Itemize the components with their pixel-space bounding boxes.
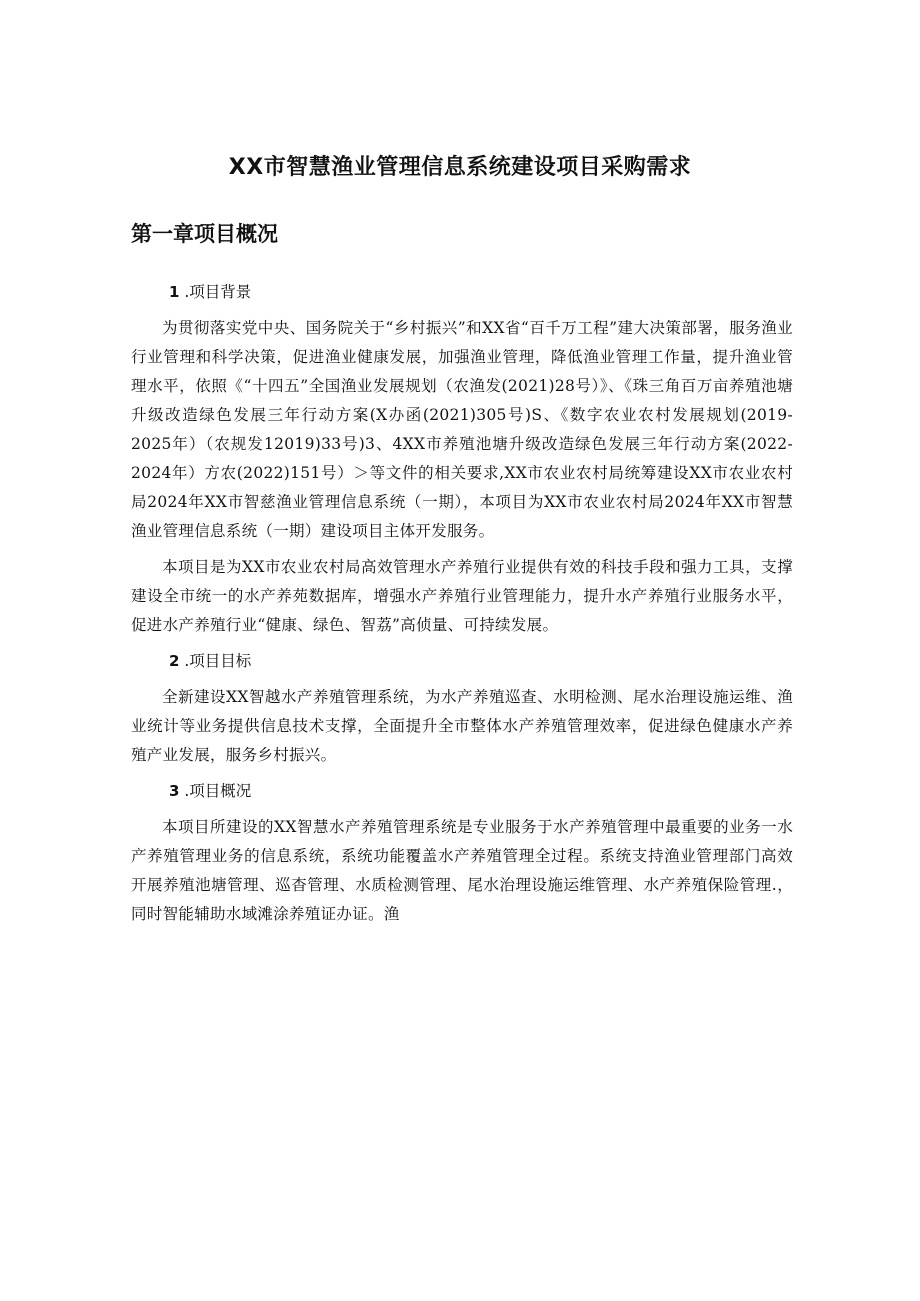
- document-body: [131, 278, 793, 936]
- section-heading-text: .项目目标: [184, 652, 252, 670]
- section-goals: [131, 647, 793, 770]
- section-number: 2: [169, 652, 180, 670]
- section-background: [131, 278, 793, 640]
- paragraph: 为贯彻落实党中央、国务院关于“乡村振兴”和XX省“百千万工程”建大决策部署，服务渔业行业管理和科学决策，促进渔业健康发展，加强渔业管理，降低渔业管理工作量，提升渔业管理水平，依照《“十四五”全国渔业发展规划（农渔发(2021)28号）》、《珠三角百万亩养殖池塘升级改造绿色发展三年行动方案(X办函(2021)305号)S、《数字农业农村发展规划(2019-2025年）（农规发12019)33号)3、4XX市养殖池塘升级改造绿色发展三年行动方案(2022-2024年）方农(2022)151号）＞等文件的相关要求,XX市农业农村局统筹建设XX市农业农村局2024年XX市智慈渔业管理信息系统（一期），本项目为XX市农业农村局2024年XX市智慧渔业管理信息系统（一期）建设项目主体开发服务。: [131, 319, 793, 540]
- section-number: 1: [169, 283, 180, 301]
- section-heading: [131, 777, 793, 813]
- section-heading: [131, 278, 793, 314]
- chapter-title: 第一章项目概况: [131, 222, 278, 246]
- paragraph: 本项目所建设的XX智慧水产养殖管理系统是专业服务于水产养殖管理中最重要的业务一水产养殖管理业务的信息系统，系统功能覆盖水产养殖管理全过程。系统支持渔业管理部门高效开展养殖池塘管理、巡杳管理、水质检测管理、尾水治理设施运维管理、水产养殖保险管理.，同时智能辅助水域滩涂养殖证办证。渔: [131, 818, 793, 923]
- paragraph: 全新建设XX智越水产养殖管理系统，为水产养殖巡查、水明检测、尾水治理设施运维、渔业统计等业务提供信息技术支撑，全面提升全市整体水产养殖管理效率，促进绿色健康水产养殖产业发展，服务乡村振兴。: [131, 688, 793, 764]
- paragraph: 本项目是为XX市农业农村局高效管理水产养殖行业提供有效的科技手段和强力工具，支撑建设全市统一的水产养苑数据库，增强水产养殖行业管理能力，提升水产养殖行业服务水平，促进水产养殖行业“健康、绿色、智荔”高侦量、可持续发展。: [131, 558, 793, 634]
- document-title: XX市智慧渔业管理信息系统建设项目采购需求: [228, 155, 692, 180]
- section-heading-text: .项目概况: [184, 782, 252, 800]
- section-overview: [131, 777, 793, 929]
- section-number: 3: [169, 782, 180, 800]
- section-heading: [131, 647, 793, 683]
- section-heading-text: .项目背景: [184, 283, 252, 301]
